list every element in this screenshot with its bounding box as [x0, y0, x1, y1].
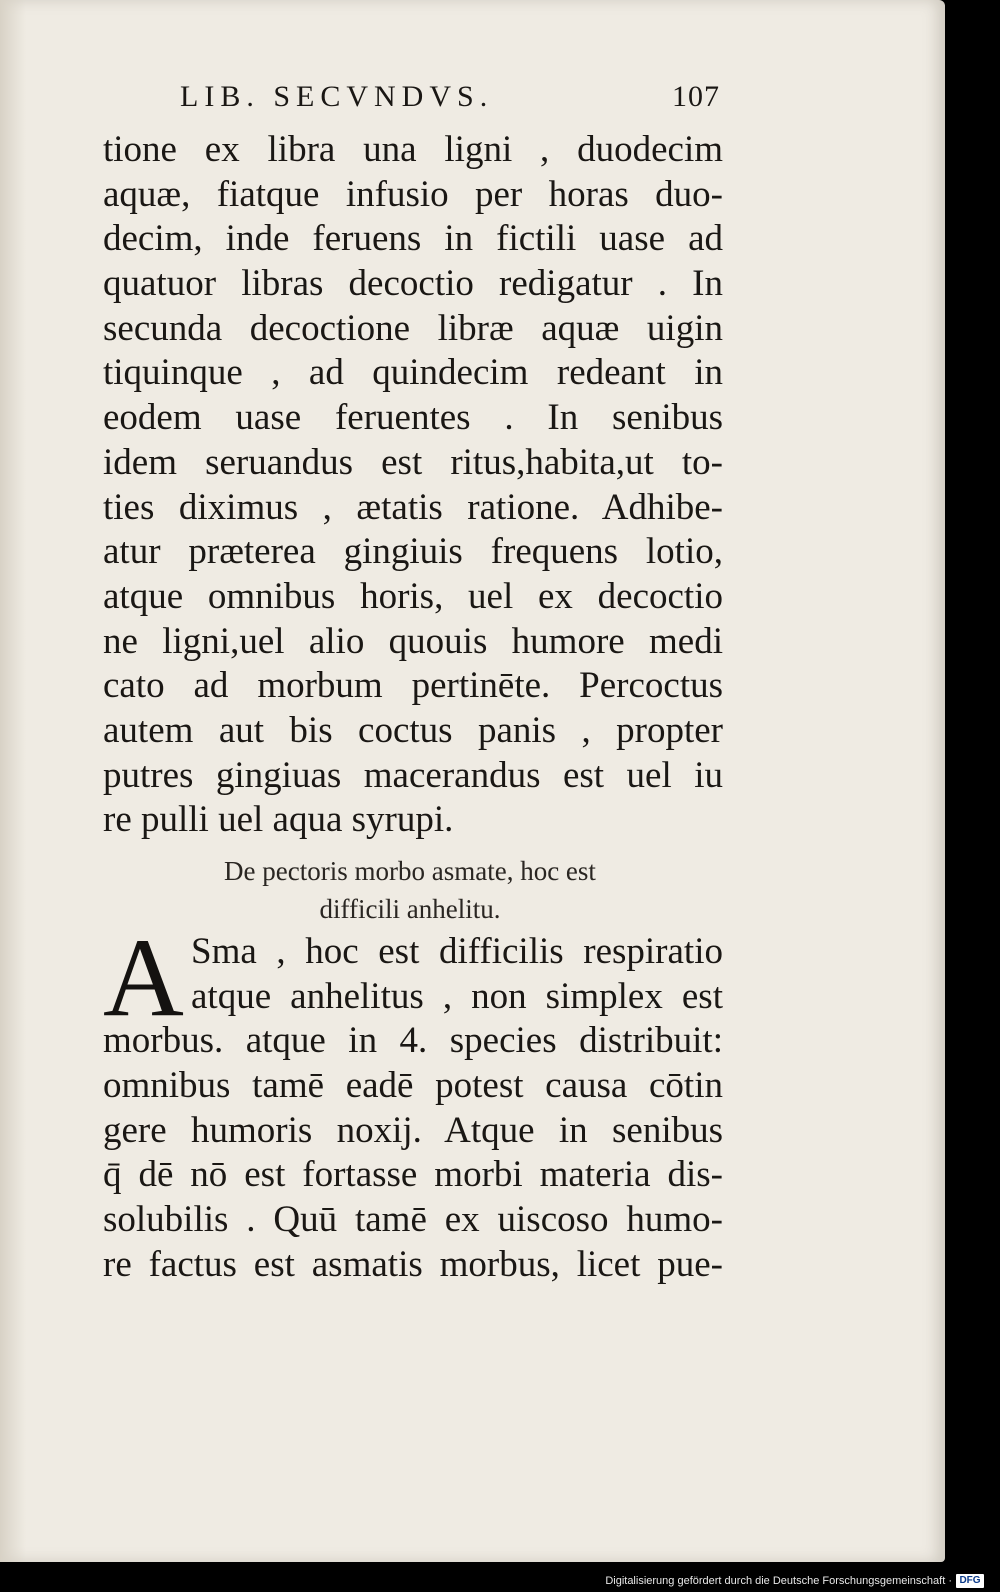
text-line: atque omnibus horis, uel ex decoctio: [103, 575, 723, 617]
digitization-credit: Digitalisierung gefördert durch die Deutsche Forschungsgemeinschaft ·: [605, 1575, 952, 1587]
text-line: quatuor libras decoctio redigatur . In: [103, 263, 723, 305]
text-line: autem aut bis coctus panis , propter: [103, 709, 723, 751]
text-line: solubilis . Quū tamē ex uiscoso humo-: [103, 1199, 723, 1241]
text-line: aquæ, fiatque infusio per horas duo-: [103, 173, 723, 215]
text-line: cato ad morbum pertinēte. Percoctus: [103, 665, 723, 707]
page-number: 107: [672, 80, 720, 113]
text-line: q̄ dē nō est fortasse morbi materia dis-: [103, 1154, 723, 1196]
text-line: gere humoris noxij. Atque in senibus: [103, 1109, 723, 1151]
text-line: ne ligni,uel alio quouis humore medi: [103, 620, 723, 662]
rubric-line: difficili anhelitu.: [319, 894, 501, 924]
text-line: re factus est asmatis morbus, licet pue-: [103, 1243, 723, 1285]
rubric-line: De pectoris morbo asmate, hoc est: [224, 856, 596, 886]
text-line: tiquinque , ad quindecim redeant in: [103, 352, 723, 394]
section-text: [103, 916, 723, 1288]
body-text: [103, 128, 723, 843]
text-line: tione ex libra una ligni , duodecim: [103, 129, 723, 170]
drop-cap-initial: A: [103, 916, 184, 1040]
text-line: atque anhelitus , non simplex est: [191, 975, 723, 1017]
text-line: morbus. atque in 4. species distribuit:: [103, 1020, 723, 1062]
text-line: atur præterea gingiuis frequens lotio,: [103, 531, 723, 573]
text-line: Sma , hoc est difficilis respiratio: [191, 931, 723, 972]
text-line: ties diximus , ætatis ratione. Adhibe-: [103, 486, 723, 528]
text-line: secunda decoctione libræ aquæ uigin: [103, 307, 723, 349]
section-rubric: [100, 852, 720, 928]
running-title: LIB. SECVNDVS.: [180, 80, 494, 113]
running-header: [180, 80, 720, 120]
text-line: eodem uase feruentes . In senibus: [103, 397, 723, 439]
dfg-logo-icon: DFG: [956, 1574, 984, 1588]
text-line: decim, inde feruens in fictili uase ad: [103, 218, 723, 260]
text-line: omnibus tamē eadē potest causa cōtin: [103, 1065, 723, 1107]
text-line: idem seruandus est ritus,habita,ut to-: [103, 441, 723, 483]
text-line: re pulli uel aqua syrupi.: [103, 799, 454, 841]
text-line: putres gingiuas macerandus est uel iu: [103, 754, 723, 796]
